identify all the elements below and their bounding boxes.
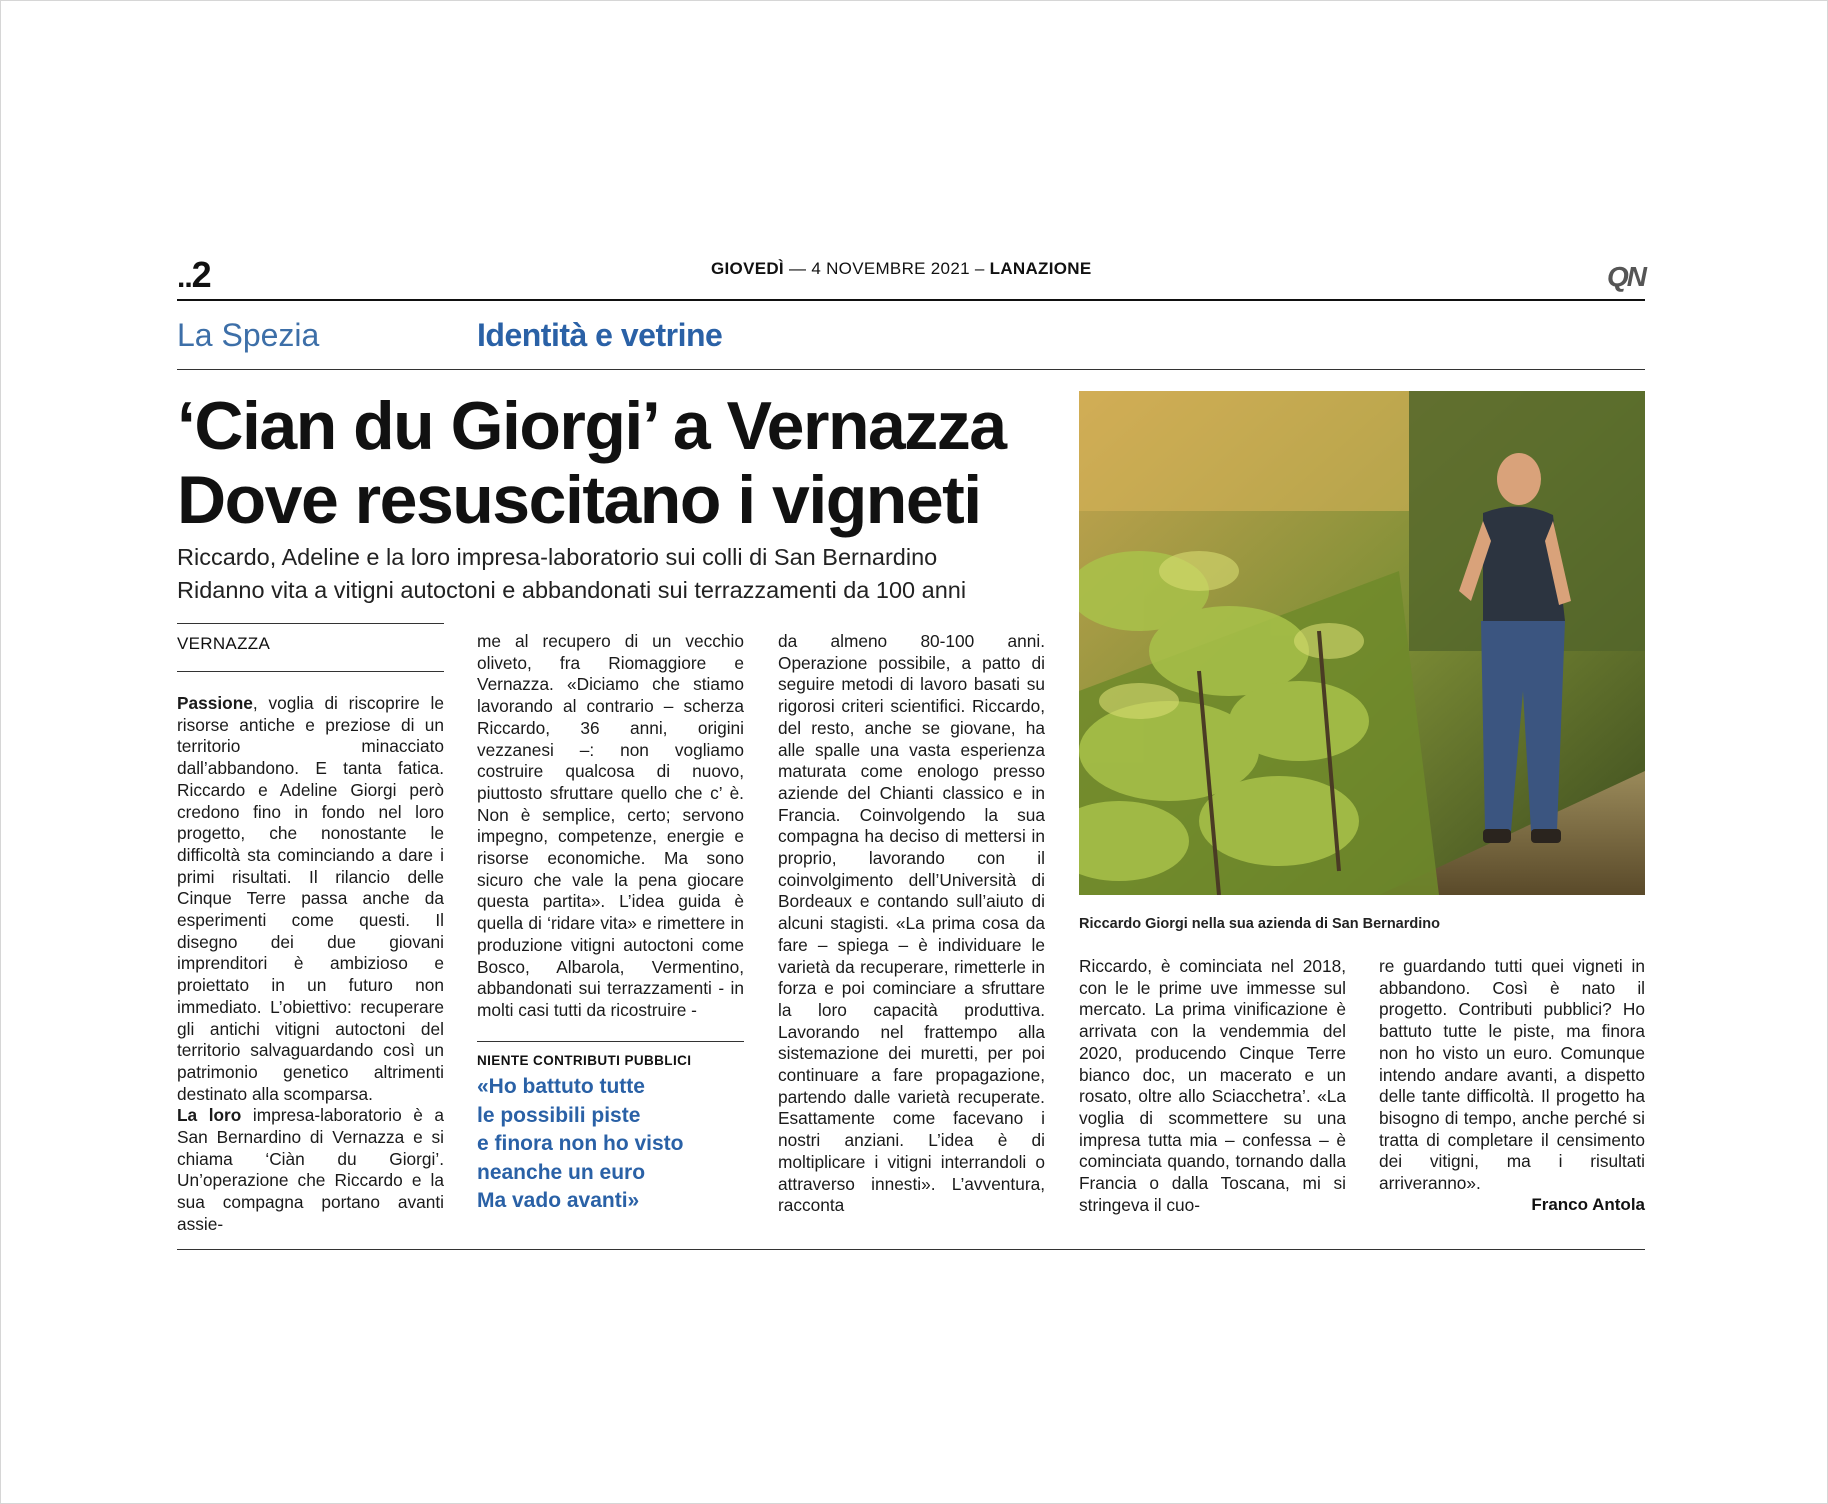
paragraph-2	[177, 1105, 444, 1235]
column-2-text: me al recupero di un vecchio oliveto, fra Riomaggiore e Vernazza. «Diciamo che stiamo lavorando al contrario – scherza Riccardo, 36 anni, origini vezzanesi –: non vogliamo costruire qualcosa di nuovo, piuttosto sfruttare quello che c’ è. Non è semplice, certo; servono impegno, competenze, energie e risorse economiche. Ma sono sicuro che vale la pena giocare questa partita». L’idea guida è quella di ‘ridare vita» e rimettere in produzione vitigni autoctoni come Bosco, Albarola, Vermentino, abbandonati sui terrazzamenti - in molti casi tutti da ricostruire -	[477, 631, 744, 1020]
place-rule	[177, 671, 444, 672]
paragraph-2-text: impresa-laboratorio è a San Bernardino di Vernazza e si chiama ‘Ciàn du Giorgi’. Un’operazione che Riccardo e la sua compagna portano avanti assie-	[177, 1105, 445, 1234]
vineyard-man-photo	[1079, 391, 1645, 895]
column-3-text: da almeno 80-100 anni. Operazione possibile, a patto di seguire metodi di lavoro basati su rigorosi criteri scientifici. Riccardo, del resto, anche se giovane, ha alle spalle una vasta esperienza maturata come enologo presso aziende del Chianti classico e in Francia. Coinvolgendo la sua compagna ha deciso di mettersi in proprio, lavorando con il coinvolgimento dell’Università di Bordeaux e contando sull’aiuto di alcuni stagisti. «La prima cosa da fare – spiega – è individuare le varietà da recuperare, rimetterle in forza e poi cominciare a sfruttare la loro capacità produttiva. Lavorando nel frattempo alla sistemazione dei muretti, per poi continuare a fare propagazione, partendo dalle varietà recuperate. Esattamente come facevano i nostri anziani. L’idea è di moltiplicare i vitigni interrandoli o attraverso innesti». L’avventura, racconta	[778, 631, 1045, 1216]
dateline-day: GIOVEDÌ	[711, 259, 784, 278]
headline-line-2: Dove resuscitano i vigneti	[177, 462, 981, 538]
column-5-text: re guardando tutti quei vigneti in abbandono. Così è nato il progetto. Contributi pubblici? Ho battuto tutte le piste, ma finora non ho visto un euro. Comunque intendo andare avanti, a dispetto delle tante difficoltà. Il progetto ha bisogno di tempo, anche perché si tratta di completare il censimento dei vitigni, ma i risultati arriveranno».	[1379, 956, 1645, 1194]
pull-quote-line: Ma vado avanti»	[477, 1189, 640, 1212]
dateline	[711, 259, 1092, 279]
paragraph-1	[177, 693, 444, 1105]
subhead-line-2: Ridanno vita a vitigni autoctoni e abbandonati sui terrazzamenti da 100 anni	[177, 577, 967, 603]
column-4	[1079, 956, 1346, 1216]
top-rule	[177, 299, 1645, 301]
photo-caption: Riccardo Giorgi nella sua azienda di San Bernardino	[1079, 916, 1440, 932]
pull-quote-line: «Ho battuto tutte	[477, 1075, 645, 1098]
folio-dots: ..	[177, 261, 192, 294]
column-1	[177, 693, 444, 1236]
dateline-sep2: –	[974, 259, 990, 278]
column-2	[477, 631, 744, 1022]
section-rule	[177, 369, 1645, 370]
headline	[177, 389, 1057, 537]
box-label: NIENTE CONTRIBUTI PUBBLICI	[477, 1053, 692, 1068]
pull-quote	[477, 1073, 744, 1216]
dateline-paper: LANAZIONE	[989, 259, 1092, 278]
kicker: Identità e vetrine	[477, 317, 723, 353]
photo-illustration	[1079, 391, 1645, 895]
subhead-line-1: Riccardo, Adeline e la loro impresa-laboratorio sui colli di San Bernardino	[177, 544, 938, 570]
column-3	[778, 631, 1045, 1217]
headline-line-1: ‘Cian du Giorgi’ a Vernazza	[177, 388, 1006, 464]
page-folio	[177, 253, 211, 300]
pull-quote-line: le possibili piste	[477, 1103, 641, 1127]
subheadline	[177, 541, 1057, 607]
dateline-place: VERNAZZA	[177, 623, 444, 654]
paragraph-1-text: , voglia di riscoprire le risorse antiche e preziose di un territorio minacciato dall’abbandono. E tanta fatica. Riccardo e Adeline Giorgi però credono fino in fondo nel loro progetto, che nonostante le difficoltà sta cominciando a dare i primi risultati. Il rilancio delle Cinque Terre passa anche da esperimenti come questi. Il disegno dei due giovani imprenditori è ambizioso e proiettato in un futuro non immediato. L’obiettivo: recuperare gli antichi vitigni autoctoni del territorio salvaguardando così un patrimonio genetico altrimenti destinato alla scomparsa.	[177, 693, 444, 1104]
section-label: La Spezia	[177, 317, 320, 353]
dateline-sep: —	[788, 259, 812, 278]
page-number: 2	[191, 254, 211, 295]
pull-quote-line: neanche un euro	[477, 1160, 646, 1184]
column-5	[1379, 956, 1645, 1195]
column-4-text: Riccardo, è cominciata nel 2018, con le le prime uve immesse sul mercato. La prima vinificazione è arrivata con la vendemmia del 2020, producendo Cinque Terre bianco doc, un macerato e un rosato, oltre allo Sciacchetra’. «La voglia di scommettere su una impresa tutta mia – confessa – è cominciata quando, tornando dalla Francia o dalla Toscana, mi si stringeva il cuo-	[1079, 956, 1346, 1215]
lead-word-1: Passione	[177, 693, 253, 713]
dateline-date: 4 NOVEMBRE 2021	[811, 259, 970, 278]
qn-logo: QN	[1607, 261, 1645, 292]
pull-quote-line: e finora non ho visto	[477, 1132, 684, 1155]
bottom-rule	[177, 1249, 1645, 1250]
lead-word-2: La loro	[177, 1105, 242, 1126]
box-rule	[477, 1041, 744, 1042]
byline: Franco Antola	[1531, 1195, 1645, 1214]
